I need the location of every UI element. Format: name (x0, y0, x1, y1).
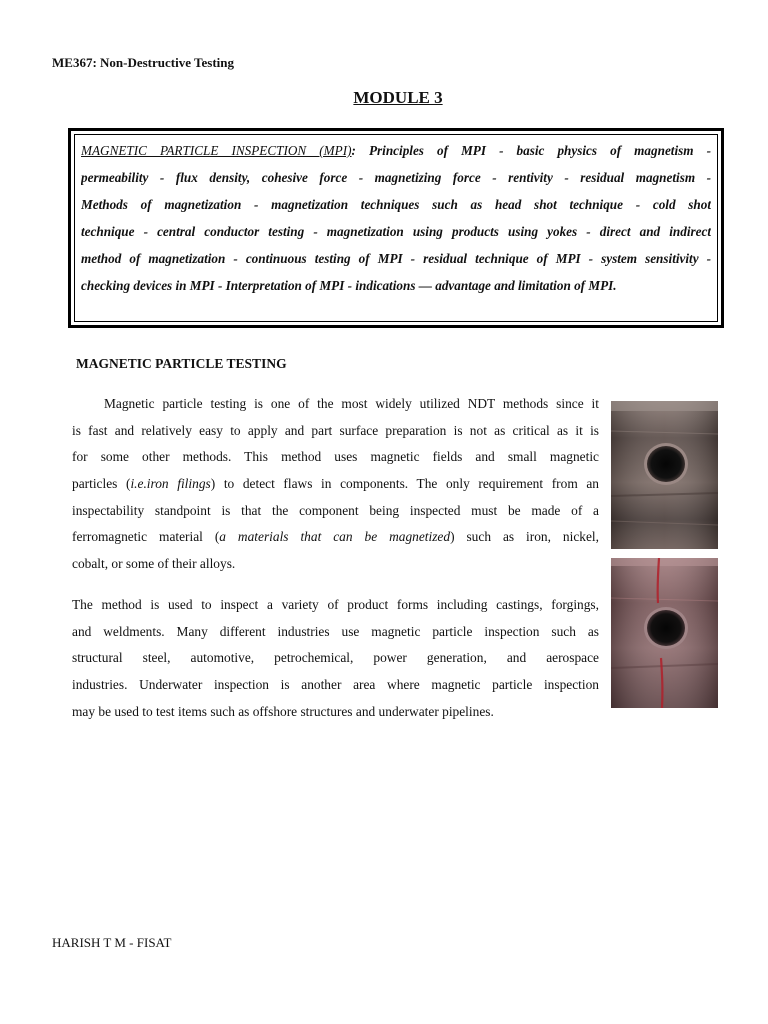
syllabus-line: technique - central conductor testing - magnetization using products using yokes - direct and indirect (81, 224, 711, 239)
paragraph-line (72, 471, 599, 498)
syllabus-heading: MAGNETIC PARTICLE INSPECTION (MPI) (81, 143, 352, 158)
paragraph-line: Magnetic particle testing is one of the most widely utilized NDT methods since it (104, 396, 599, 411)
syllabus-line: checking devices in MPI - Interpretation of MPI - indications — advantage and limitation of MPI. (81, 278, 617, 293)
text-fragment: particles ( (72, 476, 131, 492)
course-header: ME367: Non-Destructive Testing (52, 55, 234, 70)
italic-term: a materials that can be magnetized (219, 529, 451, 545)
metal-part-photo-crack-indication (611, 558, 718, 708)
paragraph-line: for some other methods. This method uses magnetic fields and small magnetic (72, 449, 599, 465)
module-title: MODULE 3 (353, 88, 443, 107)
paragraph-line: industries. Underwater inspection is another area where magnetic particle inspection (72, 677, 599, 693)
section-heading: MAGNETIC PARTICLE TESTING (76, 356, 287, 371)
paragraph-applications (72, 592, 599, 725)
paragraph-line: may be used to test items such as offshore structures and underwater pipelines. (72, 703, 494, 719)
metal-part-photo-before (611, 401, 718, 549)
italic-term: i.e.iron filings (130, 476, 211, 492)
footer-author: HARISH T M - FISAT (52, 935, 172, 950)
paragraph-line: cobalt, or some of their alloys. (72, 556, 236, 572)
paragraph-line: The method is used to inspect a variety of product forms including castings, forgings, (72, 597, 599, 612)
paragraph-line: structural steel, automotive, petrochemical, power generation, and aerospace (72, 650, 599, 666)
text-fragment: ferromagnetic material ( (72, 529, 220, 545)
syllabus-line: method of magnetization - continuous testing of MPI - residual technique of MPI - system sensitivity - (81, 251, 711, 266)
paragraph-line: is fast and relatively easy to apply and part surface preparation is not as critical as it is (72, 422, 599, 438)
syllabus-line: permeability - flux density, cohesive force - magnetizing force - rentivity - residual magnetism - (81, 170, 711, 185)
text-fragment: ) to detect flaws in components. The only requirement from an (210, 476, 599, 492)
paragraph-line: inspectability standpoint is that the component being inspected must be made of a (72, 502, 599, 518)
syllabus-line (81, 137, 711, 164)
text-fragment: ) such as iron, nickel, (450, 529, 599, 545)
syllabus-box (68, 128, 724, 328)
syllabus-line: Methods of magnetization - magnetization techniques such as head shot technique - cold shot (81, 197, 711, 212)
paragraph-line (72, 524, 599, 551)
syllabus-text: : Principles of MPI - basic physics of magnetism - (351, 143, 711, 158)
syllabus-inner-border (74, 134, 718, 322)
paragraph-intro (72, 391, 599, 578)
paragraph-line: and weldments. Many different industries use magnetic particle inspection such as (72, 623, 599, 639)
